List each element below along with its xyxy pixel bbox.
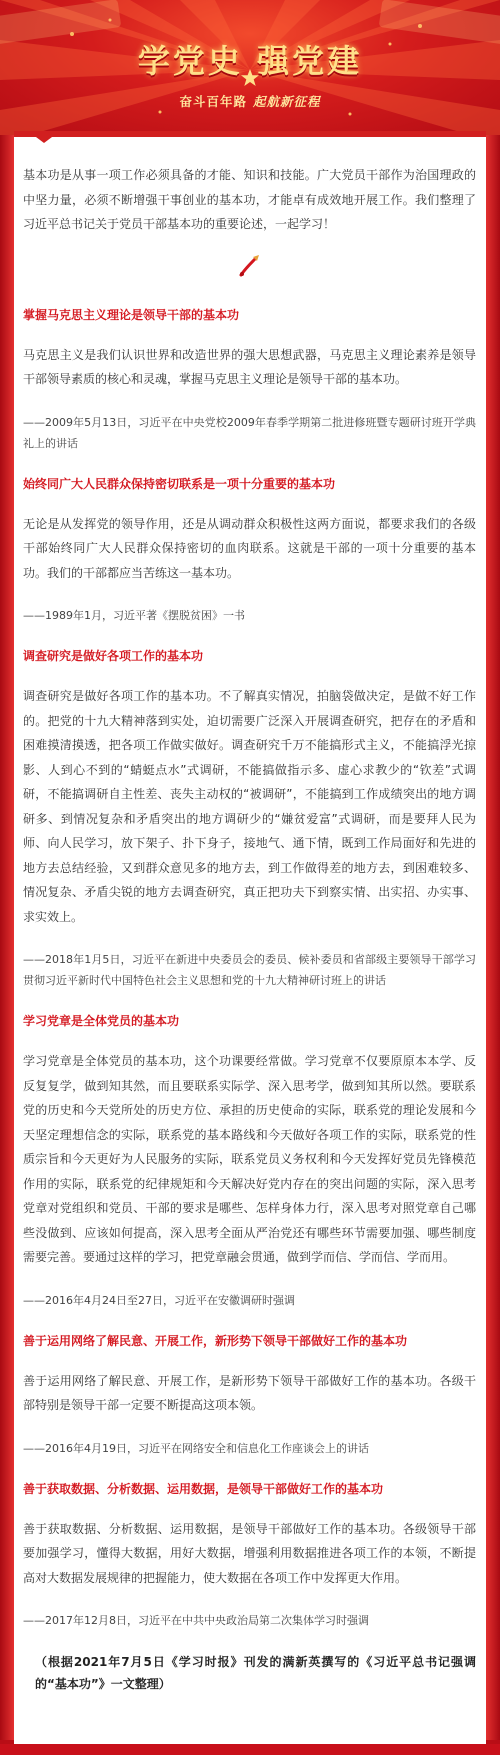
section-source: ——2017年12月8日，习近平在中共中央政治局第二次集体学习时强调	[23, 1614, 369, 1627]
banner-subtitle-pre: 奋斗百年路	[179, 94, 247, 109]
section-source: ——2016年4月19日，习近平在网络安全和信息化工作座谈会上的讲话	[23, 1441, 369, 1455]
section-body: 学习党章是全体党员的基本功，这个功课要经常做。学习党章不仅要原原本本学、反反复复学，做到知其然，而且要联系实际学、深入思考学，做到知其所以然。要联系党的历史和今天党所处的历史方位、承担的历史使命的实际，联系党的理论发展和今天坚定理想信念的实际，联系党的基本路线和今天做好各项工作的实际，联系党的性质宗旨和今天更好为人民服务的实际，联系党员义务权利和今天发挥好党员先锋模范作用的实际，联系党的纪律规矩和今天解决好党内存在的突出问题的实际，深入思考党章对党组织和党员、干部的要求是哪些、怎样身体力行，深入思考对照党章自己哪些没做到、应该如何提高，深入思考全面从严治党还有哪些环节需要加强、哪些制度需要完善。要通过这样的学习，把党章融会贯通，做到学而信、学而信、学而用。	[23, 1054, 476, 1264]
section-3	[23, 1011, 476, 1311]
section-4	[23, 1331, 476, 1459]
section-source: ——2018年1月5日，习近平在新进中央委员会的委员、候补委员和省部级主要领导干部学习贯彻习近平新时代中国特色社会主义思想和党的十九大精神研讨班上的讲话	[23, 953, 476, 987]
section-source: ——1989年1月，习近平著《摆脱贫困》一书	[23, 609, 245, 622]
section-heading: 掌握马克思主义理论是领导干部的基本功	[23, 307, 240, 322]
ornament	[23, 251, 476, 291]
intro-paragraph: 基本功是从事一项工作必须具备的才能、知识和技能。广大党员干部作为治国理政的中坚力量，必须不断增强干事创业的基本功，才能卓有成效地开展工作。我们整理了习近平总书记关于党员干部基本功的重要论述，一起学习！	[23, 168, 476, 231]
section-2	[23, 646, 476, 991]
section-body: 无论是从发挥党的领导作用，还是从调动群众积极性这两方面说，都要求我们的各级干部始终同广大人民群众保持密切的血肉联系。这就是干部的一项十分重要的基本功。我们的干部都应当苦练这一基本功。	[23, 516, 476, 580]
section-body: 善于获取数据、分析数据、运用数据，是领导干部做好工作的基本功。各级领导干部要加强学习，懂得大数据，用好大数据，增强利用数据推进各项工作的本领，不断提高对大数据发展规律的把握能力，使大数据在各项工作中发挥更大作用。	[23, 1521, 476, 1585]
section-source: ——2009年5月13日，习近平在中央党校2009年春季学期第二批进修班暨专题研讨班开学典礼上的讲话	[23, 415, 476, 450]
banner-subtitle	[0, 92, 500, 110]
footer-note: （根据2021年7月5日《学习时报》刊发的满新英撰写的《习近平总书记强调的“基本功”》一文整理）	[35, 1655, 476, 1691]
header-banner	[0, 0, 500, 135]
section-heading: 始终同广大人民群众保持密切联系是一项十分重要的基本功	[23, 476, 336, 491]
section-1	[23, 474, 476, 627]
section-0	[23, 305, 476, 454]
frame-right	[486, 135, 500, 1740]
banner-title: 学党史 强党建	[137, 42, 363, 80]
frame-bottom	[0, 1744, 500, 1755]
section-source: ——2016年4月24日至27日，习近平在安徽调研时强调	[23, 1293, 295, 1307]
card-top-bar	[14, 131, 486, 137]
section-heading: 学习党章是全体党员的基本功	[23, 1014, 180, 1028]
section-heading: 善于运用网络了解民意、开展工作，新形势下领导干部做好工作的基本功	[23, 1333, 408, 1348]
section-body: 马克思主义是我们认识世界和改造世界的强大思想武器，马克思主义理论素养是领导干部领导素质的核心和灵魂，掌握马克思主义理论是领导干部的基本功。	[23, 347, 476, 386]
section-5	[23, 1479, 476, 1632]
card-top-notch	[36, 137, 52, 143]
red-ribbon-icon	[235, 251, 265, 281]
banner-subtitle-post: 起航新征程	[253, 94, 321, 109]
article-card	[14, 131, 486, 1744]
section-heading: 调查研究是做好各项工作的基本功	[23, 649, 204, 663]
section-heading: 善于获取数据、分析数据、运用数据，是领导干部做好工作的基本功	[23, 1481, 384, 1496]
section-body: 善于运用网络了解民意、开展工作，是新形势下领导干部做好工作的基本功。各级干部特别是领导干部一定要不断提高这项本领。	[23, 1373, 476, 1412]
frame-left	[0, 135, 14, 1740]
section-body: 调查研究是做好各项工作的基本功。不了解真实情况，拍脑袋做决定，是做不好工作的。把党的十九大精神落到实处，迫切需要广泛深入开展调查研究，把存在的矛盾和困难摸清摸透，把各项工作做实做好。调查研究千万不能搞形式主义，不能搞浮光掠影、人到心不到的“蜻蜓点水”式调研，不能搞做指示多、虚心求教少的“钦差”式调研，不能搞调研自主性差、丧失主动权的“被调研”，不能搞到工作成绩突出的地方调研多、到情况复杂和矛盾突出的地方调研少的“嫌贫爱富”式调研，而是要拜人民为师、向人民学习，放下架子、扑下身子，接地气、通下情，既到工作局面好和先进的地方去总结经验，又到群众意见多的地方去，到工作做得差的地方去，到困难较多、情况复杂、矛盾尖锐的地方去调查研究，真正把功夫下到察实情、出实招、办实事、求实效上。	[23, 689, 476, 924]
